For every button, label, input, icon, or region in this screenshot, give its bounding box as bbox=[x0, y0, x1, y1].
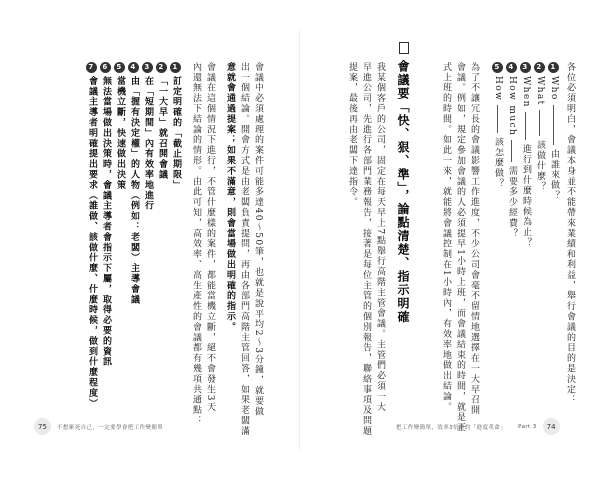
page-number: 74 bbox=[543, 418, 560, 435]
question-text: 需要多少經費？ bbox=[507, 166, 517, 240]
section-heading: 會議要「快、狠、準」，論點清楚、指示明確 bbox=[396, 60, 410, 324]
dash-line bbox=[553, 105, 554, 145]
body-text-emphasis: 意就會通過提案；如果不滿意，則會當場做出明確的指示。 bbox=[225, 62, 235, 333]
body-text: 為了不讓冗長的會議影響工作進度，不少公司會毫不留情地選擇在一大早召開 bbox=[469, 62, 479, 416]
part-label: Part 3 bbox=[518, 423, 537, 430]
list-item bbox=[128, 62, 139, 362]
body-text: 出一個結論。開會方式是由老闆負責提問，再由各部門高階主管回答，如果老闆滿 bbox=[239, 62, 249, 437]
question-text: 進行到什麼時候為止？ bbox=[521, 143, 531, 248]
dash-line bbox=[539, 110, 540, 136]
body-text: 會議中必須處理的案件可能多達40～50筆，也就是說平均2～3分鐘，就要做 bbox=[253, 62, 263, 417]
list-item bbox=[142, 62, 153, 362]
list-item-text: 由「握有決定權」的人物（例如：老闆）主導會議 bbox=[129, 76, 139, 305]
list-item bbox=[156, 62, 167, 362]
question-item bbox=[548, 62, 559, 362]
number-badge: 7 bbox=[86, 62, 97, 73]
question-text: 由誰來做？ bbox=[549, 148, 559, 201]
question-text: 該怎麼做？ bbox=[493, 137, 503, 190]
list-item-text: 無法當場做出決策時，會議主導者會指示下屬，取得必要的資訊 bbox=[101, 76, 111, 368]
question-label: What bbox=[535, 76, 545, 106]
body-text: 內還無法下結論的情形。由此可知，高效率、高生產性的會議都有幾項共通點： bbox=[191, 62, 201, 426]
page-gutter bbox=[299, 30, 300, 450]
number-badge: 6 bbox=[100, 62, 111, 73]
list-item-text: 「一大早」就召開會議 bbox=[157, 76, 167, 180]
question-label: How bbox=[493, 76, 503, 102]
question-label: Who bbox=[549, 76, 559, 101]
body-text: 早進公司，先進行各部門業務報告，接著是每位主管的個別報告，聯絡事項及問題 bbox=[361, 62, 371, 437]
dash-line bbox=[511, 140, 512, 162]
heading-mark bbox=[399, 42, 409, 54]
question-label: When bbox=[521, 76, 531, 108]
number-badge: 1 bbox=[170, 62, 181, 73]
question-text: 該做什麼？ bbox=[535, 139, 545, 192]
dash-line bbox=[525, 112, 526, 140]
list-item-text: 訂定明確的「截止期限」 bbox=[171, 76, 181, 191]
number-badge: 4 bbox=[128, 62, 139, 73]
footer-title: 把工作變簡單，效率3倍跳的「進度革命」 bbox=[396, 424, 507, 431]
question-item bbox=[534, 62, 545, 362]
number-badge: 4 bbox=[506, 62, 517, 73]
page-footer bbox=[396, 418, 560, 435]
number-badge: 2 bbox=[534, 62, 545, 73]
list-item bbox=[114, 62, 125, 362]
number-badge: 3 bbox=[520, 62, 531, 73]
list-item bbox=[170, 62, 181, 362]
question-item bbox=[520, 62, 531, 362]
number-badge: 3 bbox=[142, 62, 153, 73]
page-number: 75 bbox=[34, 418, 51, 435]
body-text: 式上班的時間。如此一來，就能將會議控制在1小時內，有效率地做出結論。 bbox=[441, 62, 451, 413]
number-badge: 1 bbox=[548, 62, 559, 73]
right-page bbox=[300, 0, 600, 480]
number-badge: 5 bbox=[492, 62, 503, 73]
list-item bbox=[100, 62, 111, 368]
question-item bbox=[506, 62, 517, 362]
question-item bbox=[492, 62, 503, 362]
dash-line bbox=[497, 105, 498, 133]
footer-title: 不想累死自己，一定要學會把工作變簡單 bbox=[57, 424, 164, 431]
number-badge: 2 bbox=[156, 62, 167, 73]
question-label: How much bbox=[507, 76, 517, 137]
page-footer bbox=[34, 418, 163, 435]
body-text: 提案，最後再由老闆下達指令。 bbox=[347, 62, 357, 208]
number-badge: 5 bbox=[114, 62, 125, 73]
body-text: 會議。例如，規定參加會議的人必須提早1小時上班，而會議結束的時間，就是正 bbox=[455, 62, 465, 434]
body-text: 我某個客戶的公司，固定在每天早上7點舉行高階主管會議。主管們必須一大 bbox=[375, 62, 385, 413]
list-item-text: 會議主導者明確提出要求（誰做、該做什麼、什麼時候，做到什麼程度） bbox=[87, 76, 97, 409]
list-item-text: 在「短期間」內有效率地進行 bbox=[143, 76, 153, 212]
list-item bbox=[86, 62, 97, 409]
list-item-text: 當機立斷，快速做出決策 bbox=[115, 76, 125, 191]
body-text: 會議在這個情況下進行，不管什麼樣的案件，都能當機立斷，絕不會發生3天 bbox=[205, 62, 215, 413]
intro-text: 各位必須明白，會議本身並不能帶來業績和利益，舉行會議的目的是決定： bbox=[565, 62, 575, 406]
